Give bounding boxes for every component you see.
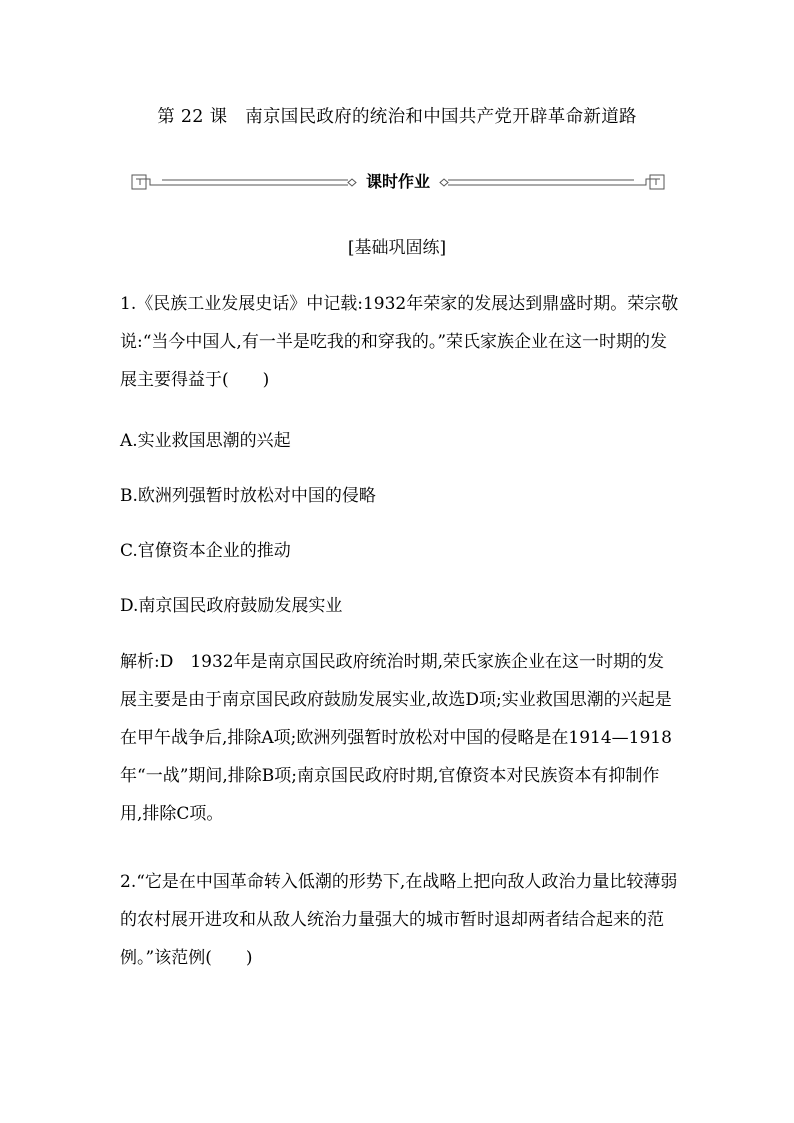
question-1-option-b: B.欧洲列强暂时放松对中国的侵略 [120, 486, 376, 506]
homework-banner [130, 170, 666, 194]
question-1-option-d: D.南京国民政府鼓励发展实业 [120, 596, 343, 616]
question-1-option-a: A.实业救国思潮的兴起 [120, 431, 291, 451]
lesson-title: 第 22 课 南京国民政府的统治和中国共产党开辟革命新道路 [157, 107, 637, 127]
banner-label: 课时作业 [365, 172, 430, 191]
question-2-stem: 2.“它是在中国革命转入低潮的形势下,在战略上把向敌人政治力量比较薄弱的农村展开进攻和从敌人统治力量强大的城市暂时退却两者结合起来的范例。”该范例( ) [120, 872, 678, 968]
question-1-stem: 1.《民族工业发展史话》中记载:1932年荣家的发展达到鼎盛时期。荣宗敬说:“当今中国人,有一半是吃我的和穿我的。”荣氏家族企业在这一时期的发展主要得益于( ) [120, 294, 679, 390]
question-1-analysis: 解析:D 1932年是南京国民政府统治时期,荣氏家族企业在这一时期的发展主要是由于南京国民政府鼓励发展实业,故选D项;实业救国思潮的兴起是在甲午战争后,排除A项;欧洲列强暂时放松对中国的侵略是在1914—1918年“一战”期间,排除B项;南京国民政府时期,官僚资本对民族资本有抑制作用,排除C项。 [120, 652, 672, 824]
section-heading: [基础巩固练] [347, 238, 447, 258]
question-1-option-c: C.官僚资本企业的推动 [120, 541, 291, 561]
